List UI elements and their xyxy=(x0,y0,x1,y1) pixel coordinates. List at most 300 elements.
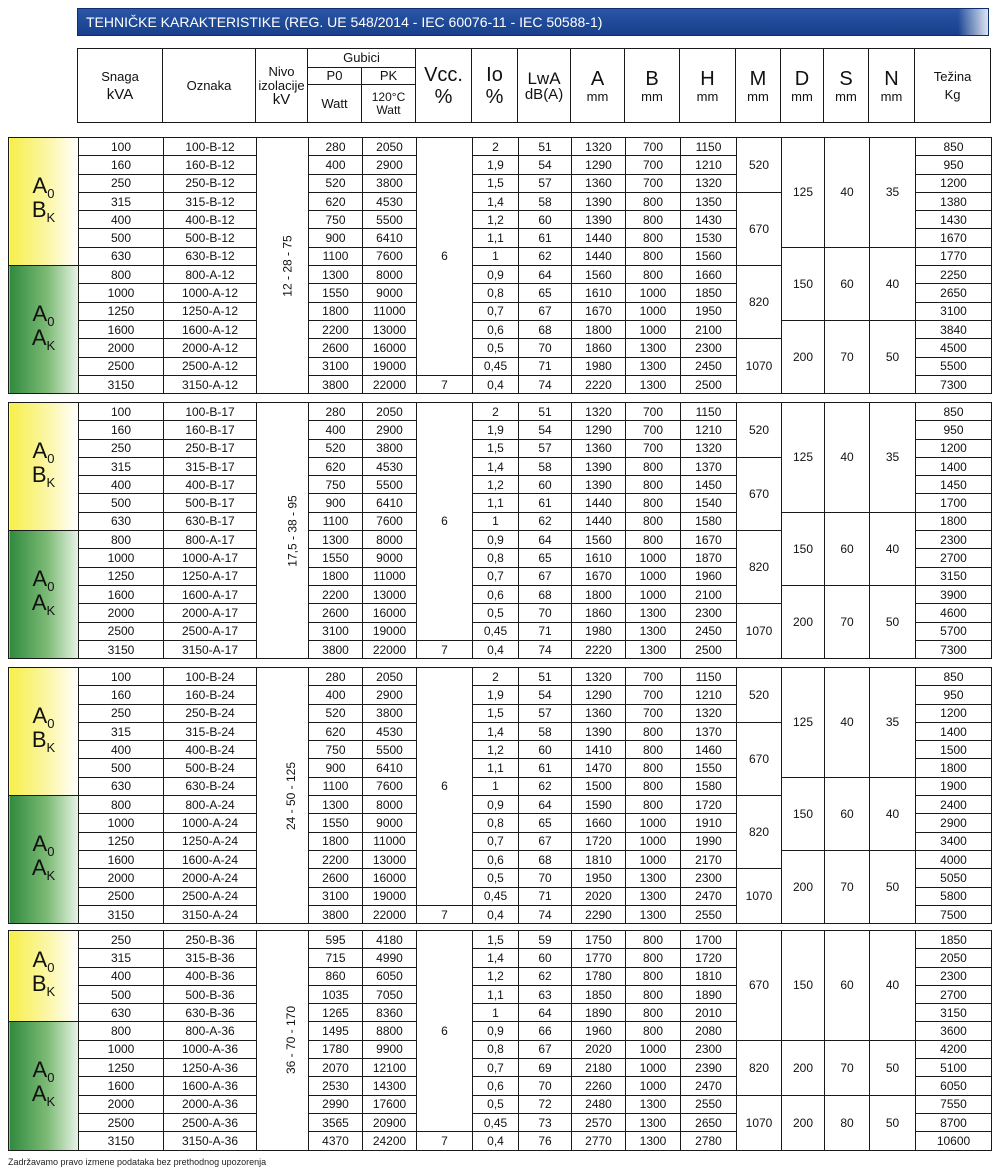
cell-p0: 2200 xyxy=(309,585,363,603)
cell-lwa: 61 xyxy=(519,494,572,512)
cell-b: 800 xyxy=(626,759,681,777)
cell-oznaka: 100-B-17 xyxy=(164,403,257,421)
cell-tezina: 950 xyxy=(916,156,992,174)
cell-d: 125 xyxy=(782,403,825,513)
cell-b: 700 xyxy=(626,138,681,156)
cell-lwa: 64 xyxy=(519,266,572,284)
cell-d: 200 xyxy=(782,320,825,393)
cell-io: 1,5 xyxy=(473,931,519,949)
cell-d: 200 xyxy=(782,585,825,658)
cell-lwa: 60 xyxy=(519,476,572,494)
cell-tezina: 2050 xyxy=(916,949,992,967)
cell-h: 1320 xyxy=(681,439,737,457)
cell-h: 1530 xyxy=(681,229,737,247)
cell-h: 1350 xyxy=(681,192,737,210)
cell-io: 1,1 xyxy=(473,229,519,247)
table-row xyxy=(9,1095,992,1113)
title-bar xyxy=(77,8,989,36)
cell-b: 800 xyxy=(626,967,681,985)
cell-oznaka: 2500-A-12 xyxy=(164,357,257,375)
cell-oznaka: 400-B-12 xyxy=(164,211,257,229)
cell-tezina: 2400 xyxy=(916,796,992,814)
cell-snaga: 630 xyxy=(79,512,164,530)
cell-lwa: 72 xyxy=(519,1095,572,1113)
cell-a: 1750 xyxy=(572,931,626,949)
cell-pk: 8000 xyxy=(363,796,417,814)
cell-n: 35 xyxy=(870,668,916,778)
cell-p0: 1800 xyxy=(309,567,363,585)
vcc-value: 7 xyxy=(417,375,473,393)
cell-a: 2290 xyxy=(572,905,626,923)
cell-pk: 6410 xyxy=(363,759,417,777)
cell-a: 1670 xyxy=(572,567,626,585)
cell-p0: 1550 xyxy=(309,549,363,567)
cell-oznaka: 250-B-17 xyxy=(164,439,257,457)
cell-oznaka: 1600-A-36 xyxy=(164,1077,257,1095)
cell-tezina: 7300 xyxy=(916,640,992,658)
cell-p0: 3100 xyxy=(309,357,363,375)
cell-h: 2010 xyxy=(681,1004,737,1022)
cell-p0: 520 xyxy=(309,174,363,192)
cell-a: 1440 xyxy=(572,494,626,512)
cell-b: 1300 xyxy=(626,905,681,923)
cell-b: 700 xyxy=(626,174,681,192)
cell-snaga: 2000 xyxy=(79,604,164,622)
cell-io: 0,5 xyxy=(473,604,519,622)
cell-pk: 13000 xyxy=(363,850,417,868)
cell-pk: 19000 xyxy=(363,622,417,640)
cell-lwa: 76 xyxy=(519,1132,572,1150)
cell-h: 2300 xyxy=(681,869,737,887)
cell-h: 1700 xyxy=(681,931,737,949)
cell-b: 700 xyxy=(626,686,681,704)
cell-s: 40 xyxy=(825,668,870,778)
cell-snaga: 2500 xyxy=(79,357,164,375)
cell-snaga: 400 xyxy=(79,476,164,494)
cell-b: 1000 xyxy=(626,814,681,832)
cell-p0: 3100 xyxy=(309,887,363,905)
cell-h: 1580 xyxy=(681,512,737,530)
cell-m: 670 xyxy=(737,722,782,795)
energy-class-bk: $A_0$ $B_K$ xyxy=(9,403,79,531)
cell-oznaka: 160-B-17 xyxy=(164,421,257,439)
cell-io: 1,4 xyxy=(473,192,519,210)
cell-h: 2550 xyxy=(681,905,737,923)
cell-b: 800 xyxy=(626,796,681,814)
table-row xyxy=(9,247,992,265)
cell-b: 1000 xyxy=(626,567,681,585)
cell-pk: 4530 xyxy=(363,457,417,475)
cell-h: 1910 xyxy=(681,814,737,832)
cell-snaga: 250 xyxy=(79,704,164,722)
cell-pk: 2900 xyxy=(363,421,417,439)
cell-p0: 2600 xyxy=(309,869,363,887)
page-title: TEHNIČKE KARAKTERISTIKE (REG. UE 548/2014 - IEC 60076-11 - IEC 50588-1) xyxy=(86,14,603,30)
cell-pk: 9900 xyxy=(363,1040,417,1058)
cell-p0: 2530 xyxy=(309,1077,363,1095)
cell-oznaka: 630-B-12 xyxy=(164,247,257,265)
data-block-4 xyxy=(8,930,992,1151)
cell-snaga: 250 xyxy=(79,439,164,457)
cell-snaga: 2000 xyxy=(79,1095,164,1113)
cell-p0: 520 xyxy=(309,439,363,457)
cell-a: 2220 xyxy=(572,640,626,658)
cell-pk: 8360 xyxy=(363,1004,417,1022)
cell-p0: 400 xyxy=(309,156,363,174)
cell-b: 1300 xyxy=(626,375,681,393)
cell-oznaka: 160-B-24 xyxy=(164,686,257,704)
cell-lwa: 70 xyxy=(519,604,572,622)
cell-h: 2470 xyxy=(681,1077,737,1095)
cell-m: 520 xyxy=(737,668,782,723)
cell-d: 200 xyxy=(782,850,825,923)
cell-h: 1670 xyxy=(681,531,737,549)
cell-p0: 1300 xyxy=(309,266,363,284)
data-block-2 xyxy=(8,402,992,659)
cell-b: 800 xyxy=(626,722,681,740)
cell-a: 1500 xyxy=(572,777,626,795)
cell-lwa: 64 xyxy=(519,531,572,549)
cell-s: 70 xyxy=(825,320,870,393)
cell-p0: 3100 xyxy=(309,622,363,640)
cell-s: 60 xyxy=(825,931,870,1041)
cell-b: 1000 xyxy=(626,302,681,320)
cell-a: 2220 xyxy=(572,375,626,393)
cell-pk: 7600 xyxy=(363,247,417,265)
cell-oznaka: 250-B-24 xyxy=(164,704,257,722)
cell-snaga: 500 xyxy=(79,985,164,1003)
cell-lwa: 65 xyxy=(519,284,572,302)
cell-lwa: 61 xyxy=(519,759,572,777)
cell-b: 700 xyxy=(626,439,681,457)
cell-pk: 2900 xyxy=(363,156,417,174)
cell-oznaka: 630-B-24 xyxy=(164,777,257,795)
cell-snaga: 3150 xyxy=(79,905,164,923)
cell-tezina: 1900 xyxy=(916,777,992,795)
cell-h: 1990 xyxy=(681,832,737,850)
cell-d: 200 xyxy=(782,1095,825,1150)
cell-m: 670 xyxy=(737,931,782,1041)
footnote: Zadržavamo pravo izmene podataka bez prethodnog upozorenja xyxy=(8,1157,267,1167)
cell-tezina: 2650 xyxy=(916,284,992,302)
cell-a: 1320 xyxy=(572,403,626,421)
cell-snaga: 315 xyxy=(79,192,164,210)
cell-p0: 620 xyxy=(309,722,363,740)
cell-tezina: 4500 xyxy=(916,339,992,357)
table-row xyxy=(9,850,992,868)
cell-s: 40 xyxy=(825,403,870,513)
cell-io: 1,2 xyxy=(473,967,519,985)
cell-h: 1560 xyxy=(681,247,737,265)
cell-tezina: 1800 xyxy=(916,759,992,777)
cell-oznaka: 1250-A-24 xyxy=(164,832,257,850)
cell-a: 1390 xyxy=(572,722,626,740)
cell-tezina: 2300 xyxy=(916,967,992,985)
cell-tezina: 3150 xyxy=(916,567,992,585)
cell-a: 1800 xyxy=(572,585,626,603)
cell-oznaka: 315-B-12 xyxy=(164,192,257,210)
cell-snaga: 3150 xyxy=(79,1132,164,1150)
cell-pk: 4530 xyxy=(363,192,417,210)
cell-h: 2470 xyxy=(681,887,737,905)
cell-b: 1300 xyxy=(626,1113,681,1131)
cell-d: 125 xyxy=(782,668,825,778)
cell-p0: 280 xyxy=(309,138,363,156)
header-vcc: Vcc. % xyxy=(416,49,472,123)
cell-n: 50 xyxy=(870,320,916,393)
cell-io: 1,9 xyxy=(473,686,519,704)
cell-tezina: 3600 xyxy=(916,1022,992,1040)
cell-h: 1210 xyxy=(681,686,737,704)
cell-tezina: 5800 xyxy=(916,887,992,905)
cell-oznaka: 1250-A-12 xyxy=(164,302,257,320)
cell-lwa: 54 xyxy=(519,686,572,704)
cell-tezina: 6050 xyxy=(916,1077,992,1095)
cell-io: 1 xyxy=(473,777,519,795)
cell-snaga: 3150 xyxy=(79,640,164,658)
cell-p0: 595 xyxy=(309,931,363,949)
cell-io: 0,6 xyxy=(473,585,519,603)
cell-p0: 2070 xyxy=(309,1059,363,1077)
cell-snaga: 800 xyxy=(79,266,164,284)
cell-io: 0,9 xyxy=(473,796,519,814)
cell-io: 0,6 xyxy=(473,320,519,338)
cell-io: 1,4 xyxy=(473,722,519,740)
cell-oznaka: 100-B-24 xyxy=(164,668,257,686)
header-tezina: Težina Kg xyxy=(915,49,991,123)
cell-h: 1150 xyxy=(681,668,737,686)
cell-p0: 1780 xyxy=(309,1040,363,1058)
cell-m: 520 xyxy=(737,138,782,193)
cell-lwa: 60 xyxy=(519,741,572,759)
cell-a: 1320 xyxy=(572,668,626,686)
cell-pk: 11000 xyxy=(363,832,417,850)
cell-b: 800 xyxy=(626,531,681,549)
energy-class-ak: $A_0$ $A_K$ xyxy=(9,1022,79,1150)
cell-p0: 1550 xyxy=(309,284,363,302)
cell-pk: 19000 xyxy=(363,887,417,905)
insulation-level: 36 - 70 - 170 xyxy=(257,931,309,1151)
cell-h: 2300 xyxy=(681,604,737,622)
cell-b: 1000 xyxy=(626,850,681,868)
cell-p0: 2990 xyxy=(309,1095,363,1113)
vcc-value: 6 xyxy=(417,668,473,906)
cell-p0: 3800 xyxy=(309,375,363,393)
cell-pk: 5500 xyxy=(363,741,417,759)
cell-tezina: 950 xyxy=(916,421,992,439)
cell-snaga: 1600 xyxy=(79,1077,164,1095)
cell-b: 800 xyxy=(626,741,681,759)
cell-a: 1560 xyxy=(572,266,626,284)
cell-h: 1660 xyxy=(681,266,737,284)
cell-io: 1,1 xyxy=(473,759,519,777)
cell-snaga: 800 xyxy=(79,531,164,549)
cell-a: 1980 xyxy=(572,622,626,640)
cell-h: 1960 xyxy=(681,567,737,585)
cell-a: 1440 xyxy=(572,512,626,530)
cell-oznaka: 3150-A-36 xyxy=(164,1132,257,1150)
cell-lwa: 62 xyxy=(519,777,572,795)
header-pk-unit: 120°C Watt xyxy=(362,85,416,123)
cell-io: 0,6 xyxy=(473,1077,519,1095)
cell-pk: 16000 xyxy=(363,869,417,887)
cell-lwa: 74 xyxy=(519,905,572,923)
cell-pk: 3800 xyxy=(363,174,417,192)
cell-pk: 22000 xyxy=(363,905,417,923)
cell-h: 1720 xyxy=(681,949,737,967)
cell-snaga: 1000 xyxy=(79,814,164,832)
cell-io: 0,9 xyxy=(473,266,519,284)
cell-tezina: 850 xyxy=(916,403,992,421)
cell-oznaka: 315-B-17 xyxy=(164,457,257,475)
cell-oznaka: 100-B-12 xyxy=(164,138,257,156)
cell-io: 1,5 xyxy=(473,439,519,457)
cell-p0: 1495 xyxy=(309,1022,363,1040)
cell-m: 520 xyxy=(737,403,782,458)
cell-lwa: 67 xyxy=(519,832,572,850)
cell-d: 150 xyxy=(782,247,825,320)
cell-io: 1,2 xyxy=(473,211,519,229)
cell-io: 0,4 xyxy=(473,1132,519,1150)
cell-d: 150 xyxy=(782,777,825,850)
cell-pk: 13000 xyxy=(363,585,417,603)
cell-lwa: 58 xyxy=(519,457,572,475)
cell-oznaka: 500-B-12 xyxy=(164,229,257,247)
cell-p0: 860 xyxy=(309,967,363,985)
cell-s: 70 xyxy=(825,585,870,658)
cell-s: 70 xyxy=(825,850,870,923)
cell-tezina: 850 xyxy=(916,138,992,156)
cell-oznaka: 630-B-36 xyxy=(164,1004,257,1022)
cell-tezina: 1200 xyxy=(916,704,992,722)
cell-h: 1890 xyxy=(681,985,737,1003)
table-row xyxy=(9,138,992,156)
cell-io: 0,9 xyxy=(473,1022,519,1040)
cell-a: 1720 xyxy=(572,832,626,850)
cell-oznaka: 2500-A-24 xyxy=(164,887,257,905)
data-block-1 xyxy=(8,137,992,394)
cell-b: 800 xyxy=(626,949,681,967)
cell-tezina: 3900 xyxy=(916,585,992,603)
header-lwa: LwA dB(A) xyxy=(518,49,571,123)
cell-oznaka: 1250-A-36 xyxy=(164,1059,257,1077)
cell-h: 2100 xyxy=(681,585,737,603)
cell-tezina: 2700 xyxy=(916,985,992,1003)
cell-a: 1890 xyxy=(572,1004,626,1022)
cell-io: 1,2 xyxy=(473,741,519,759)
cell-io: 1,5 xyxy=(473,704,519,722)
cell-oznaka: 2000-A-12 xyxy=(164,339,257,357)
cell-tezina: 7300 xyxy=(916,375,992,393)
cell-p0: 900 xyxy=(309,759,363,777)
cell-lwa: 71 xyxy=(519,357,572,375)
cell-lwa: 67 xyxy=(519,1040,572,1058)
cell-h: 1810 xyxy=(681,967,737,985)
cell-b: 1300 xyxy=(626,622,681,640)
cell-lwa: 70 xyxy=(519,1077,572,1095)
cell-snaga: 100 xyxy=(79,403,164,421)
cell-tezina: 7550 xyxy=(916,1095,992,1113)
cell-snaga: 1000 xyxy=(79,1040,164,1058)
cell-b: 1000 xyxy=(626,1059,681,1077)
cell-p0: 2200 xyxy=(309,320,363,338)
cell-m: 1070 xyxy=(737,604,782,659)
cell-h: 1210 xyxy=(681,421,737,439)
cell-snaga: 1000 xyxy=(79,549,164,567)
cell-pk: 19000 xyxy=(363,357,417,375)
cell-h: 1320 xyxy=(681,174,737,192)
cell-pk: 4180 xyxy=(363,931,417,949)
cell-a: 1780 xyxy=(572,967,626,985)
cell-a: 1850 xyxy=(572,985,626,1003)
cell-tezina: 3150 xyxy=(916,1004,992,1022)
cell-b: 800 xyxy=(626,1004,681,1022)
cell-io: 0,4 xyxy=(473,375,519,393)
cell-b: 1000 xyxy=(626,549,681,567)
cell-snaga: 1600 xyxy=(79,850,164,868)
cell-oznaka: 315-B-36 xyxy=(164,949,257,967)
insulation-level: 24 - 50 - 125 xyxy=(257,668,309,924)
cell-s: 60 xyxy=(825,777,870,850)
cell-pk: 7050 xyxy=(363,985,417,1003)
header-a: A mm xyxy=(571,49,625,123)
cell-h: 1550 xyxy=(681,759,737,777)
cell-snaga: 160 xyxy=(79,686,164,704)
cell-b: 1000 xyxy=(626,1040,681,1058)
cell-lwa: 74 xyxy=(519,375,572,393)
cell-oznaka: 400-B-17 xyxy=(164,476,257,494)
cell-oznaka: 800-A-36 xyxy=(164,1022,257,1040)
cell-b: 700 xyxy=(626,668,681,686)
cell-tezina: 5050 xyxy=(916,869,992,887)
cell-d: 150 xyxy=(782,931,825,1041)
energy-class-bk: $A_0$ $B_K$ xyxy=(9,138,79,266)
cell-p0: 1550 xyxy=(309,814,363,832)
cell-a: 1410 xyxy=(572,741,626,759)
cell-snaga: 1250 xyxy=(79,1059,164,1077)
cell-lwa: 74 xyxy=(519,640,572,658)
cell-b: 1300 xyxy=(626,604,681,622)
cell-io: 0,7 xyxy=(473,1059,519,1077)
cell-snaga: 100 xyxy=(79,138,164,156)
cell-h: 1450 xyxy=(681,476,737,494)
cell-oznaka: 1600-A-24 xyxy=(164,850,257,868)
cell-lwa: 69 xyxy=(519,1059,572,1077)
cell-a: 1610 xyxy=(572,284,626,302)
cell-snaga: 400 xyxy=(79,211,164,229)
cell-io: 0,9 xyxy=(473,531,519,549)
cell-tezina: 850 xyxy=(916,668,992,686)
cell-lwa: 64 xyxy=(519,1004,572,1022)
cell-h: 2300 xyxy=(681,1040,737,1058)
cell-pk: 11000 xyxy=(363,567,417,585)
cell-lwa: 71 xyxy=(519,887,572,905)
cell-snaga: 630 xyxy=(79,247,164,265)
cell-h: 2080 xyxy=(681,1022,737,1040)
table-row xyxy=(9,668,992,686)
cell-io: 1,9 xyxy=(473,156,519,174)
cell-p0: 2200 xyxy=(309,850,363,868)
cell-b: 1000 xyxy=(626,284,681,302)
cell-lwa: 62 xyxy=(519,512,572,530)
cell-b: 800 xyxy=(626,777,681,795)
cell-a: 1980 xyxy=(572,357,626,375)
cell-m: 670 xyxy=(737,457,782,530)
cell-p0: 3800 xyxy=(309,640,363,658)
energy-class-ak: $A_0$ $A_K$ xyxy=(9,531,79,659)
cell-snaga: 2500 xyxy=(79,622,164,640)
cell-p0: 2600 xyxy=(309,604,363,622)
